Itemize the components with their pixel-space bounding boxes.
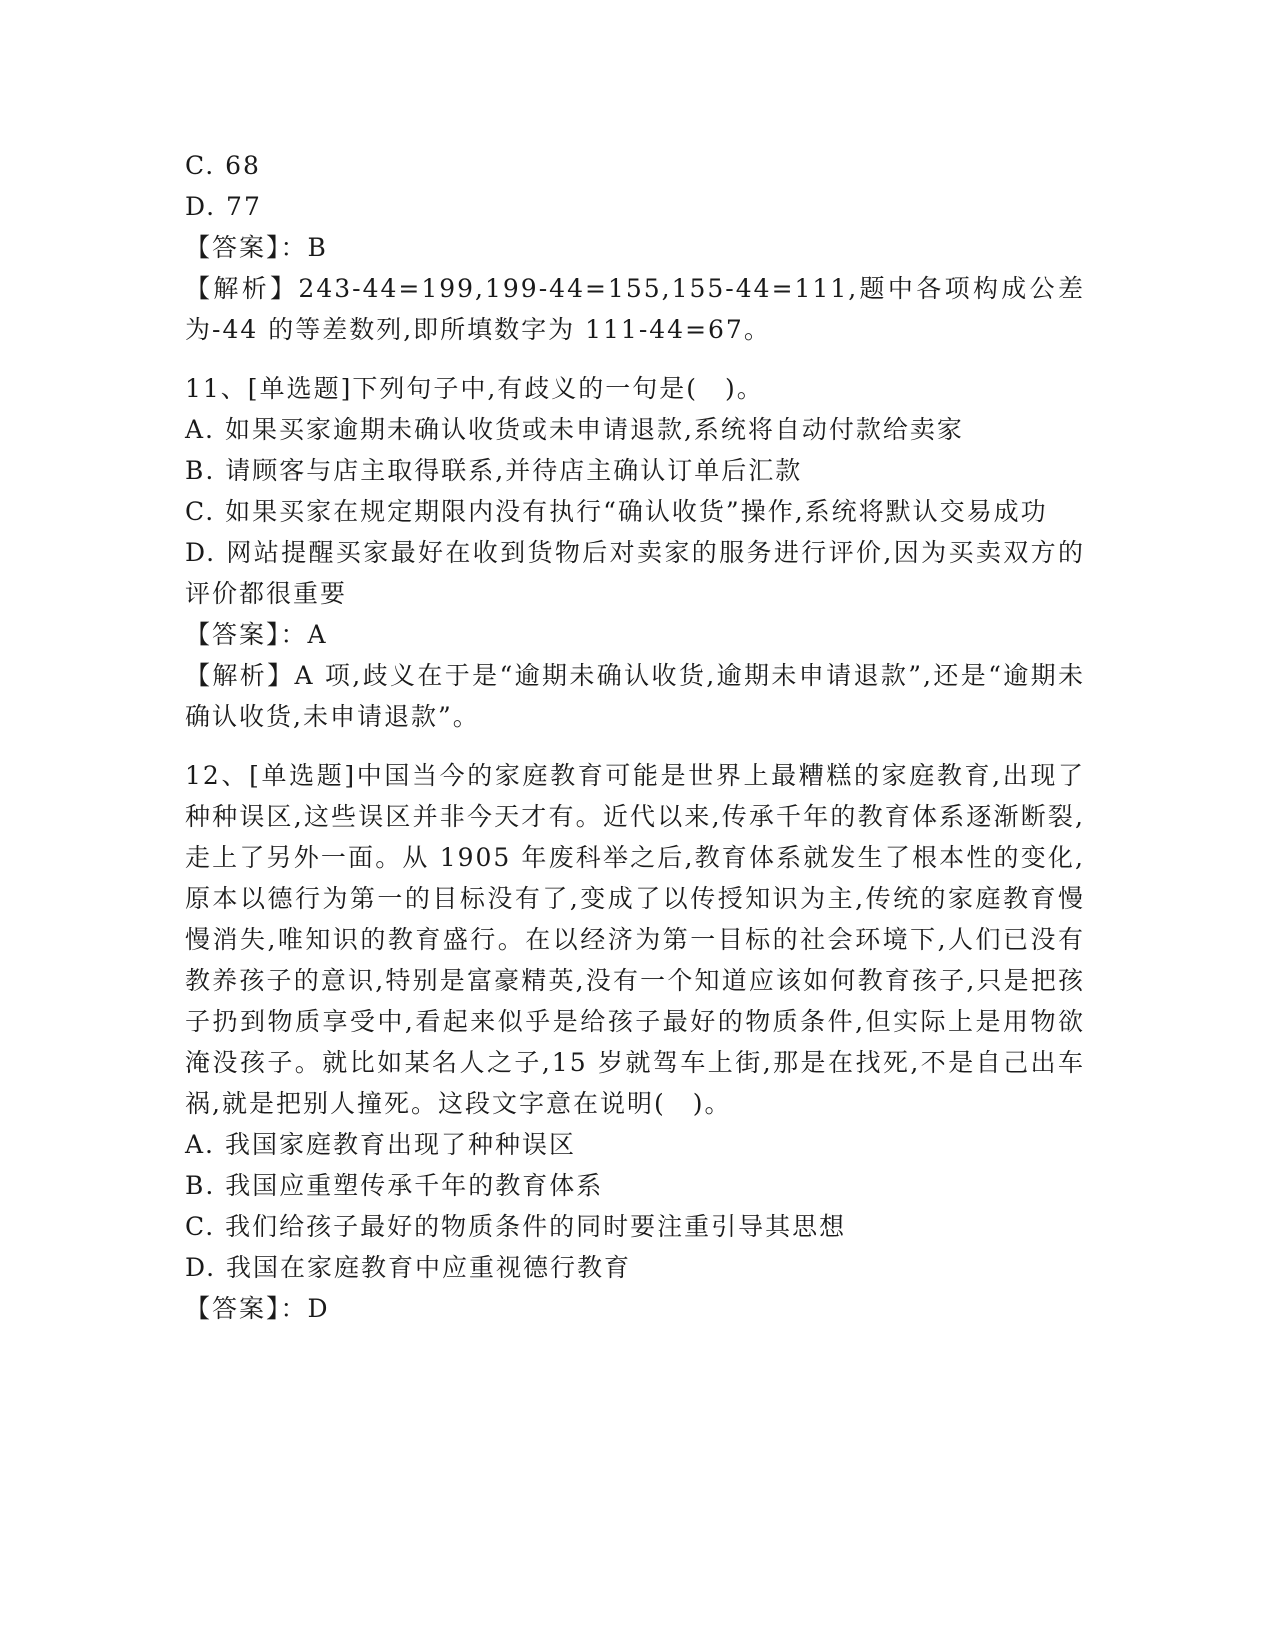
q10-option-d: D. 77 bbox=[185, 192, 262, 221]
spacer bbox=[185, 350, 1085, 368]
q12-option-a: A. 我国家庭教育出现了种种误区 bbox=[185, 1130, 576, 1159]
spacer bbox=[185, 737, 1085, 755]
document-content bbox=[185, 145, 1085, 1329]
q11-analysis: 【解析】A 项,歧义在于是“逾期未确认收货,逾期未申请退款”,还是“逾期未确认收货,未申请退款”。 bbox=[185, 661, 1085, 731]
q11-option-a: A. 如果买家逾期未确认收货或未申请退款,系统将自动付款给卖家 bbox=[185, 415, 964, 444]
q12-option-d: D. 我国在家庭教育中应重视德行教育 bbox=[185, 1253, 632, 1282]
q12-answer: 【答案】：D bbox=[185, 1294, 330, 1323]
q12-question: 12、[单选题]中国当今的家庭教育可能是世界上最糟糕的家庭教育,出现了种种误区,这些误区并非今天才有。近代以来,传承千年的教育体系逐渐断裂,走上了另外一面。从 1905 年废科举之后,教育体系就发生了根本性的变化,原本以德行为第一的目标没有了,变成了以传授知识为主,传统的家庭教育慢慢消失,唯知识的教育盛行。在以经济为第一目标的社会环境下,人们已没有教养孩子的意识,特别是富豪精英,没有一个知道应该如何教育孩子,只是把孩子扔到物质享受中,看起来似乎是给孩子最好的物质条件,但实际上是用物欲淹没孩子。就比如某名人之子,15 岁就驾车上街,那是在找死,不是自己出车祸,就是把别人撞死。这段文字意在说明( )。 bbox=[185, 761, 1085, 1118]
question-12 bbox=[185, 755, 1085, 1329]
q11-option-c: C. 如果买家在规定期限内没有执行“确认收货”操作,系统将默认交易成功 bbox=[185, 497, 1048, 526]
q11-question: 11、[单选题]下列句子中,有歧义的一句是( )。 bbox=[185, 374, 764, 403]
q11-answer: 【答案】：A bbox=[185, 620, 328, 649]
q12-option-b: B. 我国应重塑传承千年的教育体系 bbox=[185, 1171, 604, 1200]
q12-option-c: C. 我们给孩子最好的物质条件的同时要注重引导其思想 bbox=[185, 1212, 847, 1241]
q10-analysis: 【解析】243-44=199,199-44=155,155-44=111,题中各项构成公差为-44 的等差数列,即所填数字为 111-44=67。 bbox=[185, 274, 1085, 344]
question-10-tail bbox=[185, 145, 1085, 350]
q10-answer: 【答案】：B bbox=[185, 233, 328, 262]
q10-option-c: C. 68 bbox=[185, 151, 261, 180]
q11-option-b: B. 请顾客与店主取得联系,并待店主确认订单后汇款 bbox=[185, 456, 803, 485]
question-11 bbox=[185, 368, 1085, 737]
q11-option-d: D. 网站提醒买家最好在收到货物后对卖家的服务进行评价,因为买卖双方的评价都很重要 bbox=[185, 538, 1085, 608]
